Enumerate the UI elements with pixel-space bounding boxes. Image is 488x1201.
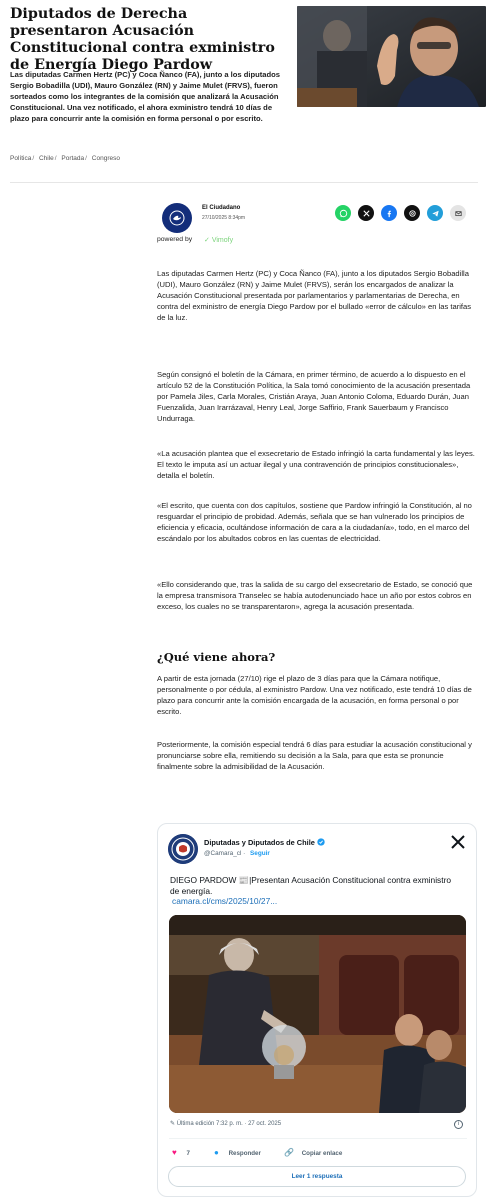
tweet-divider [169,1138,467,1139]
share-email-button[interactable] [450,205,466,221]
telegram-icon [431,209,440,218]
whatsapp-icon [339,209,348,218]
author-avatar[interactable] [162,203,192,233]
header-divider [10,182,478,183]
el-ciudadano-logo-icon [168,209,186,227]
vimofy-check-icon: ✓ [204,237,210,244]
reply-bubble-icon: ● [214,1148,219,1157]
article-paragraph: «La acusación plantea que el exsecretario de Estado infringió la carta fundamental y las leyes. El texto le imputa así un actuar ilegal y una contravención de principios constitucionales», detalla el boletín. [157,449,475,481]
author-name[interactable]: El Ciudadano [202,205,241,211]
article-paragraph: Según consignó el boletín de la Cámara, en primer término, de acuerdo a lo dispuesto en el artículo 52 de la Constitución Política, la Sala tomó conocimiento de la acusación presentada por Pamela Jiles, Carla Morales, Cristián Araya, Juan Antonio Coloma, Eduardo Durán, Juan Fuenzalida, Juan Irarrázaval, Henry Leal, Jorge Saffirio, Frank Sauerbaum y Francisco Undurraga. [157,370,471,424]
threads-icon [408,209,417,218]
reply-button[interactable] [214,1148,261,1157]
edit-pencil-icon: ✎ [170,1121,176,1127]
share-telegram-button[interactable] [427,205,443,221]
article-header [10,6,478,176]
heart-icon: ♥ [172,1148,177,1157]
breadcrumb-congreso[interactable]: Congreso [91,155,120,162]
breadcrumb-politica[interactable]: Política [10,155,32,162]
tweet-author-label: Diputadas y Diputados de Chile [204,838,315,847]
x-logo-icon[interactable] [450,834,466,850]
article-paragraph: Posteriormente, la comisión especial tendrá 6 días para estudiar la acusación constitucional y pronunciarse sobre ella, remitiendo su decisión a la Sala, para que esta se pronuncie finalmente sobre la admisibilidad de la Acusación. [157,740,472,772]
tweet-edited-label: Última edición 7:32 p. m. · 27 oct. 2025 [176,1121,282,1127]
copy-link-label: Copiar enlace [301,1150,343,1157]
facebook-icon [385,209,394,218]
tweet-text: DIEGO PARDOW 📰|Presentan Acusación Constitucional contra exministro de energía. [170,875,452,896]
link-icon: 🔗 [284,1148,294,1157]
share-x-button[interactable] [358,205,374,221]
breadcrumb-portada[interactable]: Portada [61,155,85,162]
tweet-handle-label: @Camara_cl [204,850,242,857]
section-heading: ¿Qué viene ahora? [157,650,276,664]
tweet-avatar[interactable] [168,834,198,864]
embedded-tweet[interactable] [157,823,477,1197]
article-paragraph: Las diputadas Carmen Hertz (PC) y Coca Ñanco (FA), junto a los diputados Sergio Bobadilla (UDI), Mauro González (RN) y Jaime Mulet (FRVS), serán los encargados de analizar la Acusación Constitucional presentada por parlamentarios y parlamentarias de Derecha, en contra del exministro de energía Diego Pardow por el bullado «error de cálculo» en las tarifas de la luz. [157,269,472,323]
tweet-author-name[interactable] [204,838,325,847]
verified-badge-icon [317,838,325,846]
tweet-link[interactable]: camara.cl/cms/2025/10/27... [172,896,278,906]
breadcrumb: Política/ Chile/ Portada/ Congreso [10,155,120,162]
article-paragraph: «El escrito, que cuenta con dos capítulos, sostiene que Pardow infringió la Constitución, al no resguardar el principio de probidad. Además, señala que se han vulnerado los principios de eficiencia y eficacia, ocultándose información de cara a la ciudadanía», todo, en el marco del escándalo por los abultados cobros en las cuentas de electricidad. [157,501,472,544]
vimofy-logo[interactable] [204,236,233,244]
like-button[interactable] [172,1148,190,1157]
info-icon[interactable]: i [454,1120,463,1129]
share-facebook-button[interactable] [381,205,397,221]
vimofy-label: Vimofy [211,237,234,244]
tweet-handle[interactable] [204,850,245,857]
tweet-photo[interactable] [169,915,466,1113]
copy-link-button[interactable] [284,1148,342,1157]
share-threads-button[interactable] [404,205,420,221]
article-paragraph: A partir de esta jornada (27/10) rige el plazo de 3 días para que la Cámara notifique, personalmente o por cédula, al exministro Pardow. Una vez notificado, este tendrá 10 días de plazo para concurrir ante la comisión encargada de la acusación, en forma personal o por escrito. [157,674,472,717]
article-lede: Las diputadas Carmen Hertz (PC) y Coca Ñanco (FA), junto a los diputados Sergio Bobadilla (UDI), Mauro González (RN) y Jaime Mulet (FRVS), fueron sorteados como los integrantes de la comisión que analizará la Acusación Constitucional. Una vez notificado, el ahora exministro tendrá 10 días de plazo para concurrir ante la comisión en forma personal o por escrito. [10,70,281,123]
tweet-edited-meta[interactable] [170,1120,281,1127]
read-replies-button[interactable]: Leer 1 respuesta [168,1166,466,1187]
article-paragraph: «Ello considerando que, tras la salida de su cargo del exsecretario de Estado, se conoció que la empresa transmisora Transelec se había autodenunciado hace un año por estos cobros en exceso, los cuales no se transparentaron», agrega la acusación presentada. [157,580,473,612]
camara-seal-icon [168,834,198,864]
breadcrumb-chile[interactable]: Chile [38,155,54,162]
tweet-dot-separator: · [243,850,246,857]
like-count: 7 [186,1150,190,1157]
x-icon [362,209,371,218]
powered-by-label: powered by [157,236,193,243]
reply-label: Responder [228,1150,261,1157]
article-headline: Diputados de Derecha presentaron Acusación Constitucional contra exministro de Energía Diego Pardow [10,6,275,73]
follow-button[interactable]: Seguir [250,850,270,857]
hero-photo-illustration [297,6,486,107]
email-icon [454,209,463,218]
tweet-photo-illustration [169,915,466,1113]
share-whatsapp-button[interactable] [335,205,351,221]
hero-image[interactable] [297,6,486,107]
publish-date: 27/10/2025 8:34pm [202,215,246,221]
